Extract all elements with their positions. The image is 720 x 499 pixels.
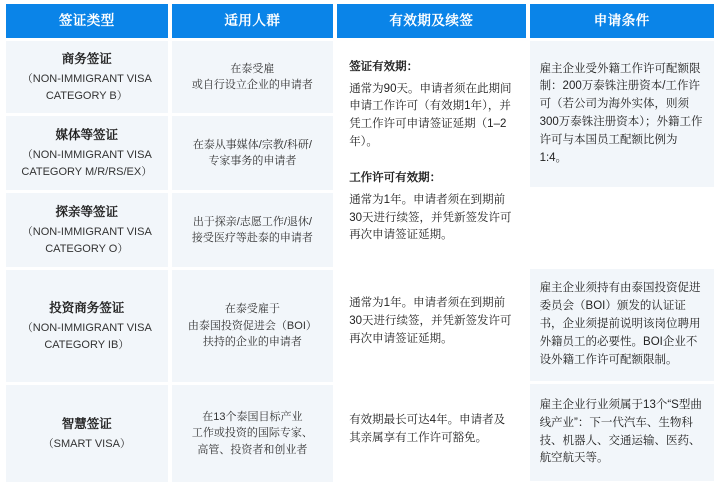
header-conditions: 申请条件 [530, 4, 714, 38]
header-validity: 有效期及续签 [337, 4, 525, 38]
visa-name: 商务签证 [61, 51, 112, 66]
visa-code-line1: （NON-IMMIGRANT VISA [21, 226, 152, 239]
people-line2: 工作或投资的国际专家、 [191, 427, 313, 440]
visa-code-line2: CATEGORY B） [45, 89, 128, 102]
people-line2: 或自行设立企业的申请者 [191, 79, 313, 91]
cell-conditions-blank [530, 187, 714, 266]
column-conditions [530, 4, 714, 482]
cell-validity-group3 [337, 381, 525, 478]
validity-body-workpermit: 通常为1年。申请者须在到期前30天进行续签，并凭新签发许可再次申请签证延期。 [349, 193, 512, 242]
validity-heading-visa: 签证有效期： [349, 60, 419, 73]
visa-name: 智慧签证 [61, 416, 112, 431]
cell-people-media [172, 116, 334, 190]
conditions-body-smart: 雇主企业行业须属于13个“S型曲线产业”：下一代汽车、生物科技、机器人、交通运输、医药、航空航天等。 [539, 398, 702, 465]
visa-code-line2: CATEGORY O） [45, 242, 129, 255]
people-line2: 专家事务的申请者 [208, 155, 297, 167]
visa-code-line2: CATEGORY M/R/RS/EX） [21, 165, 153, 178]
people-line1: 在13个泰国目标产业 [202, 410, 303, 423]
visa-code-line1: （NON-IMMIGRANT VISA [21, 322, 152, 335]
people-line2: 接受医疗等赴泰的申请者 [191, 232, 313, 244]
visa-code-line1: （NON-IMMIGRANT VISA [21, 149, 152, 162]
people-line2: 由泰国投资促进会（BOI） [187, 319, 317, 332]
validity-body-visa: 通常为90天。申请者须在此期间申请工作许可（有效期1年），并凭工作许可申请签证延期（1–2年）。 [349, 82, 512, 149]
people-line1: 出于探亲/志愿工作/退休/ [192, 215, 312, 228]
validity-body-smart: 有效期最长可达4年。申请者及其亲属享有工作许可豁免。 [349, 413, 506, 444]
cell-people-business [172, 41, 334, 113]
cell-validity-group2 [337, 266, 525, 378]
visa-name: 投资商务签证 [49, 300, 125, 315]
people-line1: 在泰从事媒体/宗教/科研/ [192, 138, 312, 151]
visa-name: 媒体等签证 [55, 127, 119, 142]
validity-heading-workpermit: 工作许可有效期： [349, 171, 442, 184]
cell-conditions-group3 [530, 384, 714, 481]
visa-code-line2: CATEGORY IB） [44, 338, 130, 351]
column-visa-type [6, 4, 168, 482]
visa-code-line1: （SMART VISA） [42, 437, 131, 450]
people-line3: 高管、投资者和创业者 [197, 443, 308, 456]
cell-visa-type-investment [6, 270, 168, 382]
people-line3: 扶持的企业的申请者 [202, 336, 302, 349]
column-validity [337, 4, 525, 482]
cell-validity-group1 [337, 41, 525, 263]
visa-code-line1: （NON-IMMIGRANT VISA [21, 73, 152, 86]
paragraph-spacer [349, 156, 513, 170]
validity-body-investment: 通常为1年。申请者须在到期前30天进行续签，并凭新签发许可再次申请签证延期。 [349, 297, 512, 345]
cell-visa-type-family [6, 193, 168, 267]
column-target-people [172, 4, 334, 482]
conditions-body-investment: 雇主企业须持有由泰国投资促进委员会（BOI）颁发的认证证书，企业须提前说明该岗位聘用外籍员工的必要性。BOI企业不设外籍工作许可配额限制。 [539, 282, 701, 366]
cell-people-smart [172, 385, 334, 482]
cell-visa-type-media [6, 116, 168, 190]
header-visa-type: 签证类型 [6, 4, 168, 38]
people-line1: 在泰受雇于 [224, 303, 280, 316]
cell-visa-type-business [6, 41, 168, 113]
people-line1: 在泰受雇 [230, 62, 275, 75]
conditions-body-business: 雇主企业受外籍工作许可配额限制：200万泰铢注册资本/工作许可（若公司为海外实体，则须300万泰铢注册资本）；外籍工作许可与本国员工配额比例为1:4。 [539, 62, 703, 164]
cell-people-family [172, 193, 334, 267]
header-target-people: 适用人群 [172, 4, 334, 38]
visa-name: 探亲等签证 [55, 204, 119, 219]
cell-visa-type-smart [6, 385, 168, 482]
cell-conditions-group2 [530, 269, 714, 381]
cell-people-investment [172, 270, 334, 382]
cell-conditions-group1 [530, 41, 714, 187]
